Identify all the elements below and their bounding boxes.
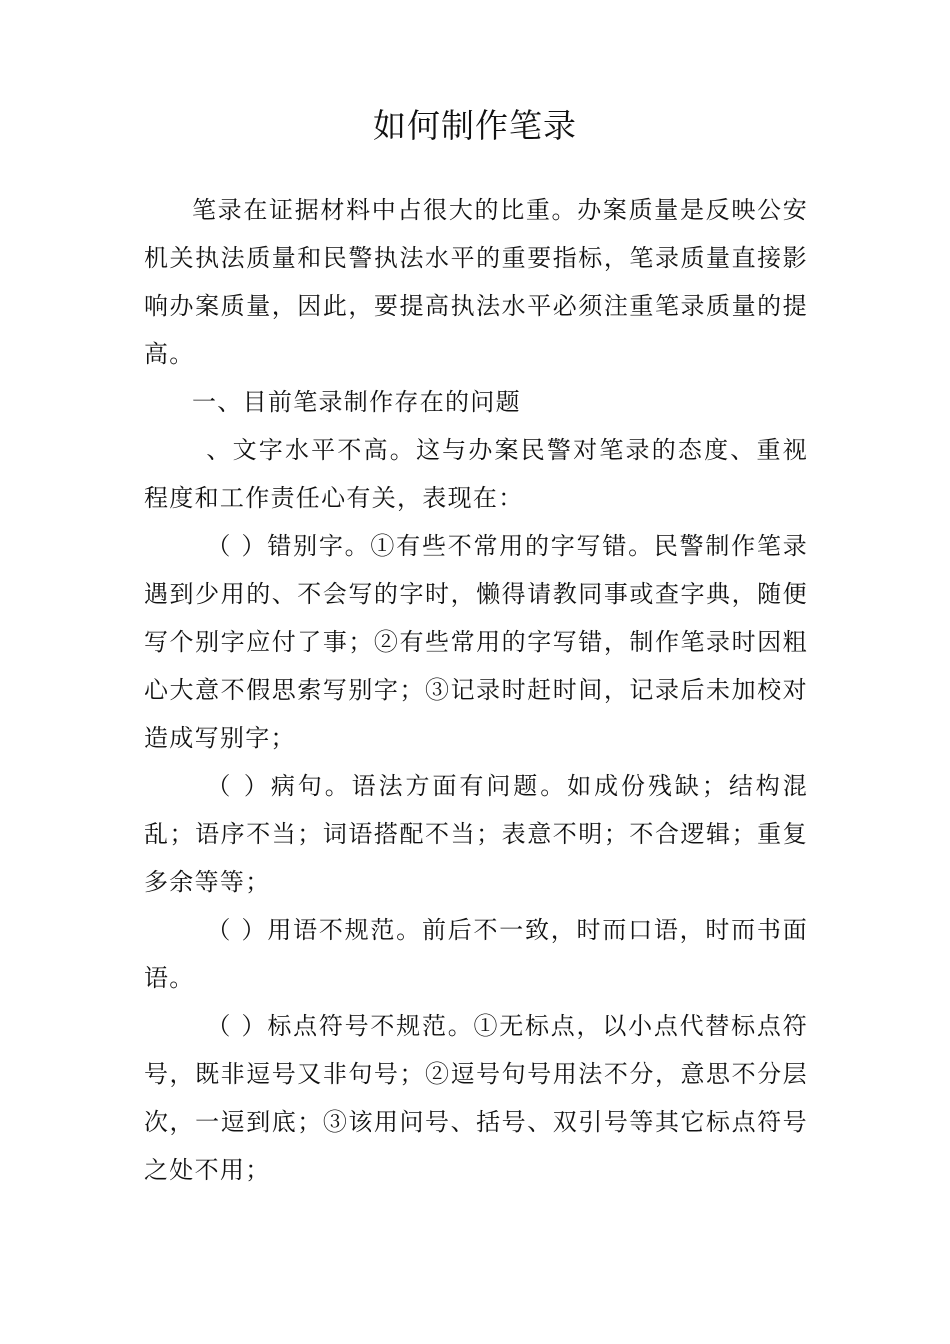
paragraph-intro: 笔录在证据材料中占很大的比重。办案质量是反映公安机关执法质量和民警执法水平的重要指标，笔录质量直接影响办案质量，因此，要提高执法水平必须注重笔录质量的提高。 <box>144 196 808 368</box>
document-body <box>144 186 808 1194</box>
paragraph-grammar: （ ）病句。语法方面有问题。如成份残缺；结构混乱；语序不当；词语搭配不当；表意不明；不合逻辑；重复多余等等； <box>144 772 808 896</box>
paragraph-writing-level: 、文字水平不高。这与办案民警对笔录的态度、重视程度和工作责任心有关，表现在： <box>144 436 808 512</box>
paragraph-punctuation: （ ）标点符号不规范。①无标点，以小点代替标点符号，既非逗号又非句号；②逗号句号用法不分，意思不分层次，一逗到底；③该用问号、括号、双引号等其它标点符号之处不用； <box>144 1012 808 1184</box>
document-title: 如何制作笔录 <box>373 106 577 145</box>
paragraph-typos: （ ）错别字。①有些不常用的字写错。民警制作笔录遇到少用的、不会写的字时，懒得请教同事或查字典，随便写个别字应付了事；②有些常用的字写错，制作笔录时因粗心大意不假思索写别字；③记录时赶时间，记录后未加校对造成写别字； <box>144 532 808 752</box>
section-heading-problems: 一、目前笔录制作存在的问题 <box>192 388 521 416</box>
paragraph-wording: （ ）用语不规范。前后不一致，时而口语，时而书面语。 <box>144 916 808 992</box>
